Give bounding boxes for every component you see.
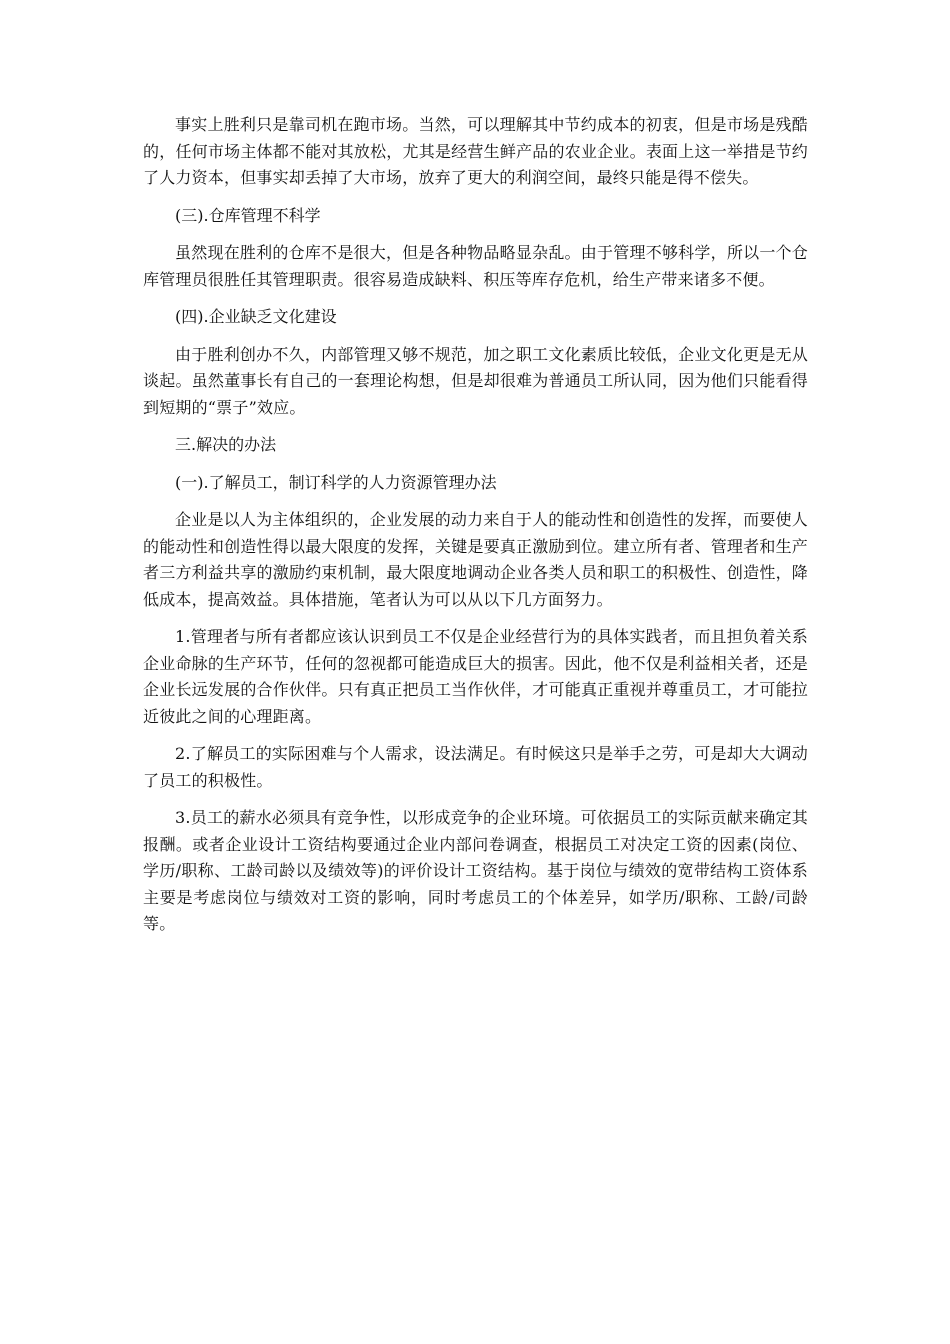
list-paragraph: 3.员工的薪水必须具有竞争性，以形成竞争的企业环境。可依据员工的实际贡献来确定其报酬。或者企业设计工资结构要通过企业内部问卷调查，根据员工对决定工资的因素(岗位、学历/职称、工龄司龄以及绩效等)的评价设计工资结构。基于岗位与绩效的宽带结构工资体系主要是考虑岗位与绩效对工资的影响，同时考虑员工的个体差异，如学历/职称、工龄/司龄等。 <box>143 808 808 933</box>
paragraph: 虽然现在胜利的仓库不是很大，但是各种物品略显杂乱。由于管理不够科学，所以一个仓库管理员很胜任其管理职责。很容易造成缺料、积压等库存危机，给生产带来诸多不便。 <box>143 243 808 289</box>
subsection-heading: (一).了解员工，制订科学的人力资源管理办法 <box>175 472 497 492</box>
section-heading: (三).仓库管理不科学 <box>175 205 321 225</box>
list-paragraph: 1.管理者与所有者都应该认识到员工不仅是企业经营行为的具体实践者，而且担负着关系企业命脉的生产环节，任何的忽视都可能造成巨大的损害。因此，他不仅是利益相关者，还是企业长远发展的合作伙伴。只有真正把员工当作伙伴，才可能真正重视并尊重员工，才可能拉近彼此之间的心理距离。 <box>143 627 808 726</box>
document-page <box>143 112 808 949</box>
section-heading: (四).企业缺乏文化建设 <box>175 307 337 326</box>
paragraph: 企业是以人为主体组织的，企业发展的动力来自于人的能动性和创造性的发挥，而要使人的能动性和创造性得以最大限度的发挥，关键是要真正激励到位。建立所有者、管理者和生产者三方利益共享的激励约束机制，最大限度地调动企业各类人员和职工的积极性、创造性，降低成本，提高效益。具体措施，笔者认为可以从以下几方面努力。 <box>143 510 808 609</box>
paragraph: 事实上胜利只是靠司机在跑市场。当然，可以理解其中节约成本的初衷，但是市场是残酷的，任何市场主体都不能对其放松，尤其是经营生鲜产品的农业企业。表面上这一举措是节约了人力资本，但事实却丢掉了大市场，放弃了更大的利润空间，最终只能是得不偿失。 <box>143 115 808 187</box>
section-heading: 三.解决的办法 <box>175 435 277 454</box>
list-paragraph: 2.了解员工的实际困难与个人需求，设法满足。有时候这只是举手之劳，可是却大大调动了员工的积极性。 <box>143 744 808 790</box>
paragraph: 由于胜利创办不久，内部管理又够不规范，加之职工文化素质比较低，企业文化更是无从谈起。虽然董事长有自己的一套理论构想，但是却很难为普通员工所认同，因为他们只能看得到短期的“票子”效应。 <box>143 344 808 417</box>
